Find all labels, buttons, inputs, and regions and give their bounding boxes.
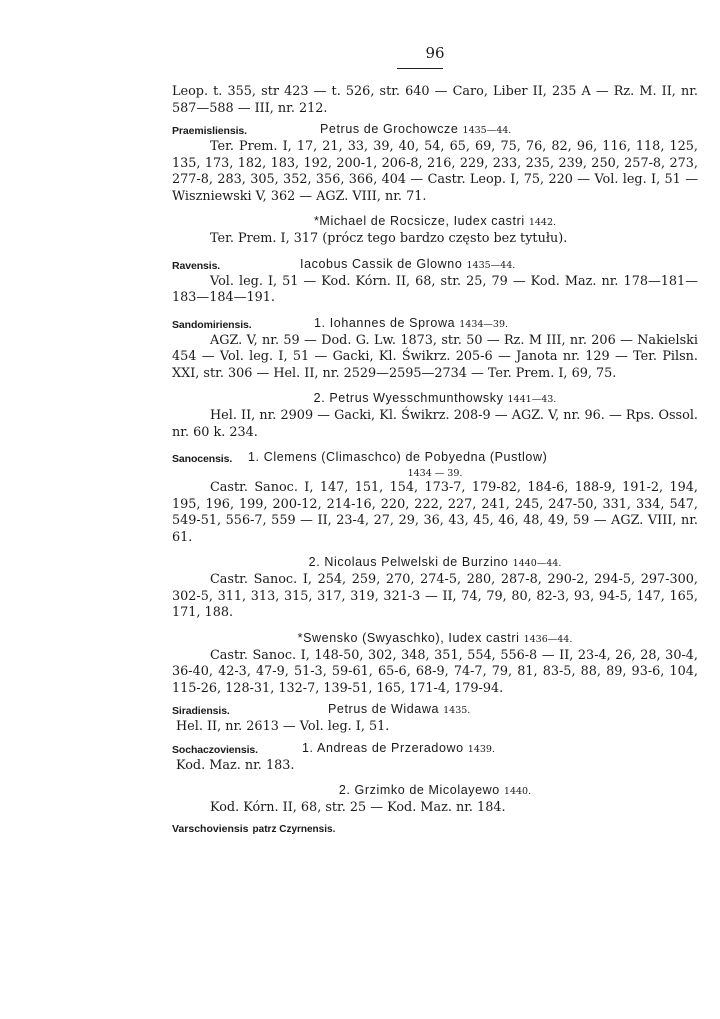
- person-name-michael-rocsicze: *Michael de Rocsicze, Iudex castri: [313, 214, 525, 228]
- page-number: 96: [425, 44, 445, 62]
- entry-references-praemisliensis: Ter. Prem. I, 17, 21, 33, 39, 40, 54, 65, 69, 75, 76, 82, 96, 116, 118, 125, 135, 173, 182, 183, 192, 200-1, 206-8, 216, 229, 233, 235, 239, 250, 257-8, 273, 277-8, 283, 305, 352, 356, 366, 404 — Castr. Leop. I, 75, 220 — Vol. leg. I, 51 — Wiszniewski V, 362 — AGZ. VIII, nr. 71.: [172, 139, 698, 204]
- person-name-iohannes-sprowa: 1. Iohannes de Sprowa: [314, 315, 456, 330]
- entry-heading-ravensis: [172, 256, 698, 274]
- person-name-petrus-widawa: Petrus de Widawa: [328, 702, 440, 716]
- entry-dates: 1435.: [443, 705, 471, 716]
- person-name-swensko: *Swensko (Swyaschko), Iudex castri: [297, 630, 520, 645]
- entry-references-wyessch: Hel. II, nr. 2909 — Gacki, Kl. Świkrz. 208-9 — AGZ. V, nr. 96. — Rps. Ossol. nr. 60 k. 234.: [172, 408, 698, 440]
- page-number-rule: [397, 68, 443, 69]
- entry-heading-sanocensis: [172, 449, 698, 467]
- entry-references-sanocensis: Castr. Sanoc. I, 147, 151, 154, 173-7, 179-82, 184-6, 188-9, 191-2, 194, 195, 196, 199, 200-12, 214-16, 220, 222, 227, 241, 245, 247-50, 331, 334, 547, 549-51, 556-7, 559 — II, 23-4, 27, 29, 36, 43, 45, 46, 48, 49, 59 — AGZ. VIII, nr. 61.: [172, 480, 698, 545]
- person-name-iacobus-cassik: Iacobus Cassik de Glowno: [300, 256, 463, 271]
- person-name-nicolaus-pelwelski: 2. Nicolaus Pelwelski de Burzino: [308, 555, 509, 569]
- diocese-label-praemisliensis: Praemisliensis.: [172, 125, 247, 137]
- entry-dates: 1439.: [467, 743, 495, 755]
- document-body: [172, 84, 698, 838]
- diocese-label-sochaczoviensis: Sochaczoviensis.: [172, 743, 258, 756]
- entry-dates: 1435—44.: [462, 125, 512, 136]
- entry-references-grzimko: Kod. Kórn. II, 68, str. 25 — Kod. Maz. nr. 184.: [210, 800, 506, 815]
- diocese-label-siradiensis: Siradiensis.: [172, 705, 230, 717]
- entry-dates: 1442.: [528, 217, 557, 228]
- person-name-grzimko-micolayewo: 2. Grzimko de Micolayewo: [338, 783, 500, 797]
- entry-references-ravensis: Vol. leg. I, 51 — Kod. Kórn. II, 68, str. 25, 79 — Kod. Maz. nr. 178—181—183—184—191.: [172, 273, 698, 305]
- entry-heading-sochaczoviensis: [172, 740, 698, 758]
- intro-references: Leop. t. 355, str 423 — t. 526, str. 640 — Caro, Liber II, 235 A — Rz. M. II, nr. 587—588 — III, nr. 212.: [172, 84, 698, 116]
- diocese-label-varschoviensis: Varschoviensis: [172, 822, 249, 835]
- diocese-label-ravensis: Ravensis.: [172, 259, 221, 272]
- person-name-andreas-przeradowo: 1. Andreas de Przeradowo: [302, 740, 464, 755]
- person-name-clemens-climaschco: 1. Clemens (Climaschco) de Pobyedna (Pustlow): [248, 450, 548, 464]
- cross-reference-varschoviensis: [172, 821, 698, 839]
- entry-heading-pelwelski: [172, 554, 698, 572]
- entry-heading-grzimko: [172, 782, 698, 800]
- entry-dates: 1440.: [503, 786, 532, 797]
- entry-dates: 1441—43.: [507, 394, 557, 405]
- entry-dates: 1434 — 39.: [407, 468, 463, 479]
- entry-dates: 1434—39.: [459, 318, 509, 330]
- diocese-label-sanocensis: Sanocensis.: [172, 453, 233, 465]
- entry-references-swensko: Castr. Sanoc. I, 148-50, 302, 348, 351, 554, 556-8 — II, 23-4, 26, 28, 30-4, 36-40, 42-3, 47-9, 51-3, 59-61, 65-6, 68-9, 74-7, 79, 81, 83-5, 88, 89, 93-6, 104, 115-26, 128-31, 132-7, 139-51, 165, 171-4, 179-94.: [172, 647, 698, 696]
- entry-references-siradiensis: Hel. II, nr. 2613 — Vol. leg. I, 51.: [176, 719, 390, 734]
- person-name-petrus-wyesschmunthowsky: 2. Petrus Wyesschmunthowsky: [313, 391, 504, 405]
- entry-references-michael: Ter. Prem. I, 317 (prócz tego bardzo często bez tytułu).: [210, 231, 568, 246]
- entry-heading-wyessch: [172, 390, 698, 408]
- cross-reference-note: patrz Czyrnensis.: [252, 823, 336, 835]
- entry-dates: 1436—44.: [523, 633, 573, 645]
- entry-dates: 1435—44.: [466, 259, 516, 271]
- diocese-label-sandomiriensis: Sandomiriensis.: [172, 318, 252, 331]
- entry-heading-siradiensis: [172, 701, 698, 719]
- entry-references-sandomiriensis: AGZ. V, nr. 59 — Dod. G. Lw. 1873, str. 50 — Rz. M III, nr. 206 — Nakielski 454 — Vol. leg. I, 51 — Gacki, Kl. Świkrz. 205-6 — Janota nr. 129 — Ter. Pilsn. XXI, str. 306 — Hel. II, nr. 2529—2595—2734 — Ter. Prem. I, 69, 75.: [172, 332, 698, 381]
- entry-dates: 1440—44.: [512, 558, 562, 569]
- entry-heading-sandomiriensis: [172, 315, 698, 333]
- entry-heading-swensko: [172, 630, 698, 648]
- entry-heading-michael: [172, 213, 698, 231]
- entry-references-sochaczoviensis: Kod. Maz. nr. 183.: [176, 757, 295, 773]
- person-name-petrus-grochowcze: Petrus de Grochowcze: [320, 122, 459, 136]
- entry-heading-praemisliensis: [172, 121, 698, 139]
- entry-references-pelwelski: Castr. Sanoc. I, 254, 259, 270, 274-5, 280, 287-8, 290-2, 294-5, 297-300, 302-5, 311, 313, 315, 317, 319, 321-3 — II, 74, 79, 80, 82-3, 93, 94-5, 147, 165, 171, 188.: [172, 572, 698, 620]
